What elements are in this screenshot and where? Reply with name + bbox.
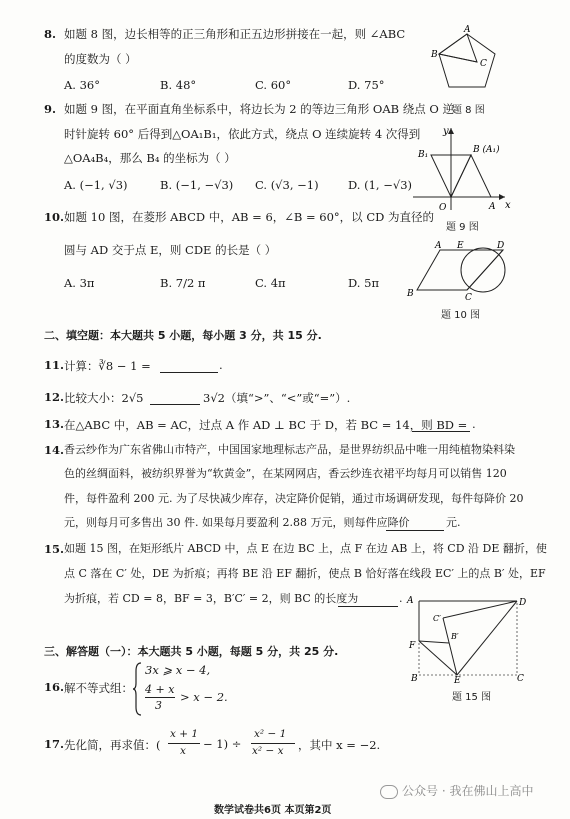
triangle-oab xyxy=(451,155,491,197)
q9-stem-line2: 时针旋转 60° 后得到△OA₁B₁，依此方式，绕点 O 连续旋转 4 次得到 xyxy=(64,127,421,141)
q8-option-a: A. 36° xyxy=(64,78,100,92)
q17-frac1-numerator: x + 1 xyxy=(170,728,199,740)
q14-line4-end: 元. xyxy=(446,516,461,529)
q9-label-a: A xyxy=(489,202,496,212)
q11-end: . xyxy=(219,358,223,372)
q14-line3: 件，每件盈利 200 元. 为了尽快减少库存，决定降价促销，通过市场调研发现，每件每降价 20 xyxy=(64,492,524,505)
q9-label-x: x xyxy=(505,200,511,211)
q13-answer-blank[interactable] xyxy=(412,419,470,432)
q8-stem-line2: 的度数为（ ） xyxy=(64,52,137,66)
q11-answer-blank[interactable] xyxy=(160,360,218,373)
q14-line2: 色的丝绸面料，被纺织界誉为“软黄金”，在某网网店，香云纱连衣裙平均每月可以销售 120 xyxy=(64,467,507,480)
q17-frac2-denominator: x² − x xyxy=(252,745,284,757)
q11-text: 计算：∛8 − 1 = xyxy=(64,359,151,373)
q14-line1: 香云纱作为广东省佛山市特产，中国国家地理标志产品，是世界纺织品中唯一用纯植物染料染 xyxy=(64,443,515,456)
q8-figure xyxy=(425,22,505,97)
q15-label-e: E xyxy=(454,676,461,683)
q10-label-d: D xyxy=(497,241,505,251)
q15-label-d: D xyxy=(519,598,527,608)
q10-label-b: B xyxy=(407,289,414,299)
q9-stem-line1: 如题 9 图，在平面直角坐标系中，将边长为 2 的等边三角形 OAB 绕点 O 逆 xyxy=(64,102,454,116)
q8-number: 8. xyxy=(44,27,57,41)
q8-option-d: D. 75° xyxy=(348,78,385,92)
section-3-title: 三、解答题（一）：本大题共 5 小题，每题 5 分，共 25 分. xyxy=(44,645,339,658)
q10-number: 10. xyxy=(44,210,65,224)
q16-inequality-2-rest: > x − 2. xyxy=(180,690,228,704)
q15-label-c: C xyxy=(517,674,524,683)
rhombus xyxy=(417,250,503,290)
q12-number: 12. xyxy=(44,390,65,404)
q13-text: 在△ABC 中，AB = AC，过点 A 作 AD ⊥ BC 于 D，若 BC = 14，则 BD = xyxy=(64,418,468,432)
q8-label-a: A xyxy=(464,25,471,35)
q8-label-c: C xyxy=(480,59,487,69)
fold-de xyxy=(457,601,517,675)
fold-ef xyxy=(419,641,457,675)
q9-option-c: C. (√3, −1) xyxy=(255,178,319,192)
q9-label-b: B (A₁) xyxy=(473,145,500,155)
q14-answer-blank[interactable] xyxy=(386,518,444,531)
q15-line2: 点 C 落在 C′ 处，DE 为折痕；再将 BE 沿 EF 翻折，使点 B 恰好落在线段 EC′ 上的点 B′ 处，EF xyxy=(64,567,546,580)
q12-text2: 3√2（填“>”、“<”或“=”）. xyxy=(203,391,351,405)
q10-option-b: B. 7/2 π xyxy=(160,276,206,290)
q16-frac-bar xyxy=(145,697,175,698)
q16-brace xyxy=(133,661,143,717)
q10-stem-line1: 如题 10 图，在菱形 ABCD 中，AB = 6，∠B = 60°，以 CD 为直径的 xyxy=(64,210,435,224)
q9-label-b1: B₁ xyxy=(418,150,429,160)
q10-label-a: A xyxy=(435,241,442,251)
q9-option-d: D. (1, −√3) xyxy=(348,178,413,192)
q9-caption: 题 9 图 xyxy=(446,222,479,233)
q17-frac2-bar xyxy=(251,743,295,744)
q16-number: 16. xyxy=(44,680,65,694)
q14-number: 14. xyxy=(44,443,65,457)
q15-line3-end: . xyxy=(399,592,403,605)
q8-option-b: B. 48° xyxy=(160,78,197,92)
q14-line4: 元，则每月可多售出 30 件. 如果每月要盈利 2.88 万元，则每件应降价 xyxy=(64,516,410,529)
q15-label-f: F xyxy=(409,641,416,651)
q10-label-e: E xyxy=(457,241,464,251)
q15-answer-blank[interactable] xyxy=(338,594,398,607)
q16-inequality-1: 3x ⩾ x − 4, xyxy=(145,663,211,677)
wechat-icon xyxy=(380,785,398,799)
q10-caption: 题 10 图 xyxy=(441,310,481,321)
q16-text: 解不等式组： xyxy=(64,681,133,695)
q8-stem-line1: 如题 8 图，边长相等的正三角形和正五边形拼接在一起，则 ∠ABC xyxy=(64,27,406,41)
q17-frac1-bar xyxy=(168,743,200,744)
q10-label-c: C xyxy=(465,293,472,302)
q16-frac-denominator: 3 xyxy=(155,699,162,712)
q8-caption: 题 8 图 xyxy=(452,105,485,116)
q10-stem-line2: 圆与 AD 交于点 E，则 CDE 的长是（ ） xyxy=(64,243,277,257)
q12-answer-blank[interactable] xyxy=(150,392,200,405)
q12-text: 比较大小：2√5 xyxy=(64,391,144,405)
q15-label-b: B xyxy=(411,674,418,683)
q17-text: 先化简，再求值：( xyxy=(64,738,161,752)
q15-label-a: A xyxy=(407,596,414,606)
q15-line3: 为折痕，若 CD = 8，BF = 3，B′C′ = 2，则 BC 的长度为 xyxy=(64,592,359,605)
q13-number: 13. xyxy=(44,417,65,431)
q10-option-a: A. 3π xyxy=(64,276,95,290)
q17-mid: − 1) ÷ xyxy=(203,737,242,751)
q15-line1: 如题 15 图，在矩形纸片 ABCD 中，点 E 在边 BC 上，点 F 在边 AB 上，将 CD 沿 DE 翻折，使 xyxy=(64,542,547,555)
q15-label-c-prime: C′ xyxy=(433,614,441,623)
q9-option-a: A. (−1, √3) xyxy=(64,178,128,192)
section-2-title: 二、填空题：本大题共 5 小题，每小题 3 分，共 15 分. xyxy=(44,329,322,342)
q10-option-c: C. 4π xyxy=(255,276,286,290)
q8-label-b: B xyxy=(431,50,438,60)
q9-option-b: B. (−1, −√3) xyxy=(160,178,234,192)
q17-number: 17. xyxy=(44,737,65,751)
page-footer: 数学试卷共6页 本页第2页 xyxy=(214,805,332,816)
q15-label-b-prime: B′ xyxy=(451,632,459,641)
q9-label-o: O xyxy=(439,203,447,213)
watermark xyxy=(380,782,533,799)
q9-figure xyxy=(405,120,515,215)
q9-number: 9. xyxy=(44,102,57,116)
q17-tail: ，其中 x = −2. xyxy=(298,738,381,752)
q16-frac-numerator: 4 + x xyxy=(145,683,175,696)
q10-option-d: D. 5π xyxy=(348,276,379,290)
q8-option-c: C. 60° xyxy=(255,78,292,92)
q9-label-y: y xyxy=(443,126,449,137)
watermark-text: 公众号 · 我在佛山上高中 xyxy=(402,784,534,798)
q17-frac1-denominator: x xyxy=(180,745,186,757)
q15-figure xyxy=(405,593,530,683)
q11-number: 11. xyxy=(44,358,65,372)
q15-caption: 题 15 图 xyxy=(452,692,492,703)
q9-stem-line3: △OA₄B₄，那么 B₄ 的坐标为（ ） xyxy=(64,151,236,165)
q13-end: . xyxy=(472,417,476,431)
q17-frac2-numerator: x² − 1 xyxy=(254,728,287,740)
q10-figure xyxy=(405,240,515,302)
q15-number: 15. xyxy=(44,542,65,556)
